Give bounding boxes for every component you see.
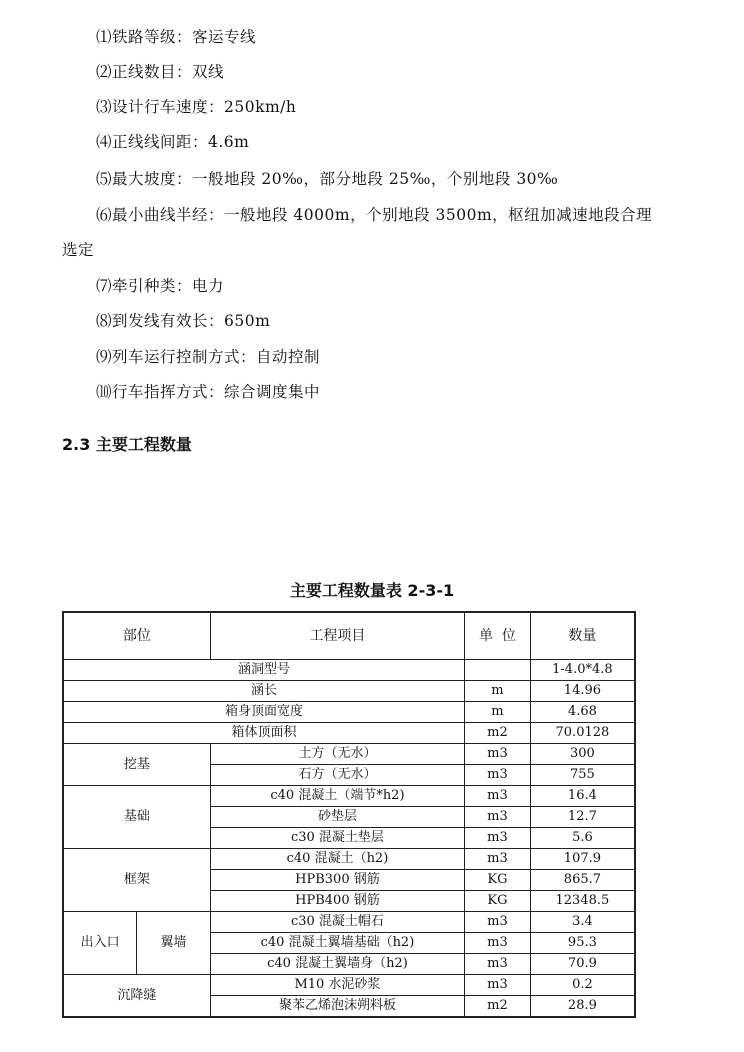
table-row [63, 660, 635, 681]
cell-unit: m3 [465, 933, 531, 954]
cell-item: M10 水泥砂浆 [210, 975, 464, 996]
cell-unit: m3 [465, 954, 531, 975]
cell-item: c40 混凝土翼墙基础（h2) [210, 933, 464, 954]
cell-qty: 16.4 [530, 786, 635, 807]
cell-qty: 95.3 [530, 933, 635, 954]
cell-qty: 70.9 [530, 954, 635, 975]
cell-unit: m2 [465, 723, 531, 744]
cell-qty: 14.96 [530, 681, 635, 702]
group-label-churukou: 出入口 [63, 912, 137, 975]
cell-qty: 865.7 [530, 870, 635, 891]
header-item: 工程项目 [210, 612, 464, 660]
cell-item: 涵洞型号 [63, 660, 465, 681]
cell-unit: m3 [465, 849, 531, 870]
header-part: 部位 [63, 612, 210, 660]
cell-unit: m3 [465, 807, 531, 828]
param-6-cont: 选定 [62, 241, 95, 259]
param-1: ⑴铁路等级：客运专线 [96, 28, 257, 46]
cell-unit: m3 [465, 975, 531, 996]
cell-unit: m [465, 681, 531, 702]
cell-qty: 3.4 [530, 912, 635, 933]
group-label-jichu: 基础 [63, 786, 210, 849]
table-caption: 主要工程数量表 2-3-1 [289, 581, 455, 600]
cell-qty: 12.7 [530, 807, 635, 828]
quantity-table [62, 611, 636, 1018]
cell-item: HPB300 钢筋 [210, 870, 464, 891]
cell-qty: 4.68 [530, 702, 635, 723]
cell-unit: KG [465, 891, 531, 912]
param-3: ⑶设计行车速度：250km/h [96, 98, 297, 116]
cell-unit [465, 660, 531, 681]
cell-unit: m3 [465, 828, 531, 849]
header-unit: 单 位 [465, 612, 531, 660]
cell-item: 箱体顶面积 [63, 723, 465, 744]
param-2: ⑵正线数目：双线 [96, 63, 225, 81]
cell-unit: m3 [465, 912, 531, 933]
cell-item: 涵长 [63, 681, 465, 702]
cell-qty: 107.9 [530, 849, 635, 870]
cell-item: 聚苯乙烯泡沫朔料板 [210, 996, 464, 1018]
cell-item: c30 混凝土帽石 [210, 912, 464, 933]
cell-item: 石方（无水） [210, 765, 464, 786]
header-qty: 数量 [530, 612, 635, 660]
table-row [63, 702, 635, 723]
param-9: ⑼列车运行控制方式：自动控制 [96, 348, 321, 366]
cell-item: c30 混凝土垫层 [210, 828, 464, 849]
param-5: ⑸最大坡度：一般地段 20‰，部分地段 25‰，个别地段 30‰ [96, 170, 559, 188]
cell-item: c40 混凝土（h2) [210, 849, 464, 870]
table-row [63, 912, 635, 933]
cell-item: c40 混凝土翼墙身（h2) [210, 954, 464, 975]
cell-qty: 5.6 [530, 828, 635, 849]
cell-unit: m [465, 702, 531, 723]
cell-qty: 755 [530, 765, 635, 786]
cell-qty: 0.2 [530, 975, 635, 996]
cell-unit: m3 [465, 744, 531, 765]
cell-unit: m3 [465, 786, 531, 807]
table-row [63, 786, 635, 807]
param-6: ⑹最小曲线半经：一般地段 4000m，个别地段 3500m，枢纽加减速地段合理 [96, 206, 653, 224]
cell-qty: 70.0128 [530, 723, 635, 744]
param-8: ⑻到发线有效长：650m [96, 312, 271, 330]
group-label-chenjiang: 沉降缝 [63, 975, 210, 1018]
table-header-row [63, 612, 635, 660]
cell-unit: KG [465, 870, 531, 891]
cell-unit: m2 [465, 996, 531, 1018]
param-4: ⑷正线线间距：4.6m [96, 133, 250, 151]
table-row [63, 849, 635, 870]
cell-qty: 300 [530, 744, 635, 765]
cell-item: c40 混凝土（端节*h2) [210, 786, 464, 807]
param-10: ⑽行车指挥方式：综合调度集中 [96, 383, 321, 401]
cell-qty: 1-4.0*4.8 [530, 660, 635, 681]
group-sublabel-yiqiang: 翼墙 [137, 912, 211, 975]
cell-unit: m3 [465, 765, 531, 786]
group-label-kuangjia: 框架 [63, 849, 210, 912]
table-row [63, 744, 635, 765]
table-row [63, 681, 635, 702]
cell-item: 箱身顶面宽度 [63, 702, 465, 723]
cell-item: 砂垫层 [210, 807, 464, 828]
cell-item: 土方（无水） [210, 744, 464, 765]
table-row [63, 723, 635, 744]
cell-qty: 12348.5 [530, 891, 635, 912]
cell-qty: 28.9 [530, 996, 635, 1018]
section-title: 2.3 主要工程数量 [62, 435, 192, 454]
group-label-wajī: 挖基 [63, 744, 210, 786]
table-row [63, 975, 635, 996]
param-7: ⑺牵引种类：电力 [96, 277, 225, 295]
cell-item: HPB400 钢筋 [210, 891, 464, 912]
